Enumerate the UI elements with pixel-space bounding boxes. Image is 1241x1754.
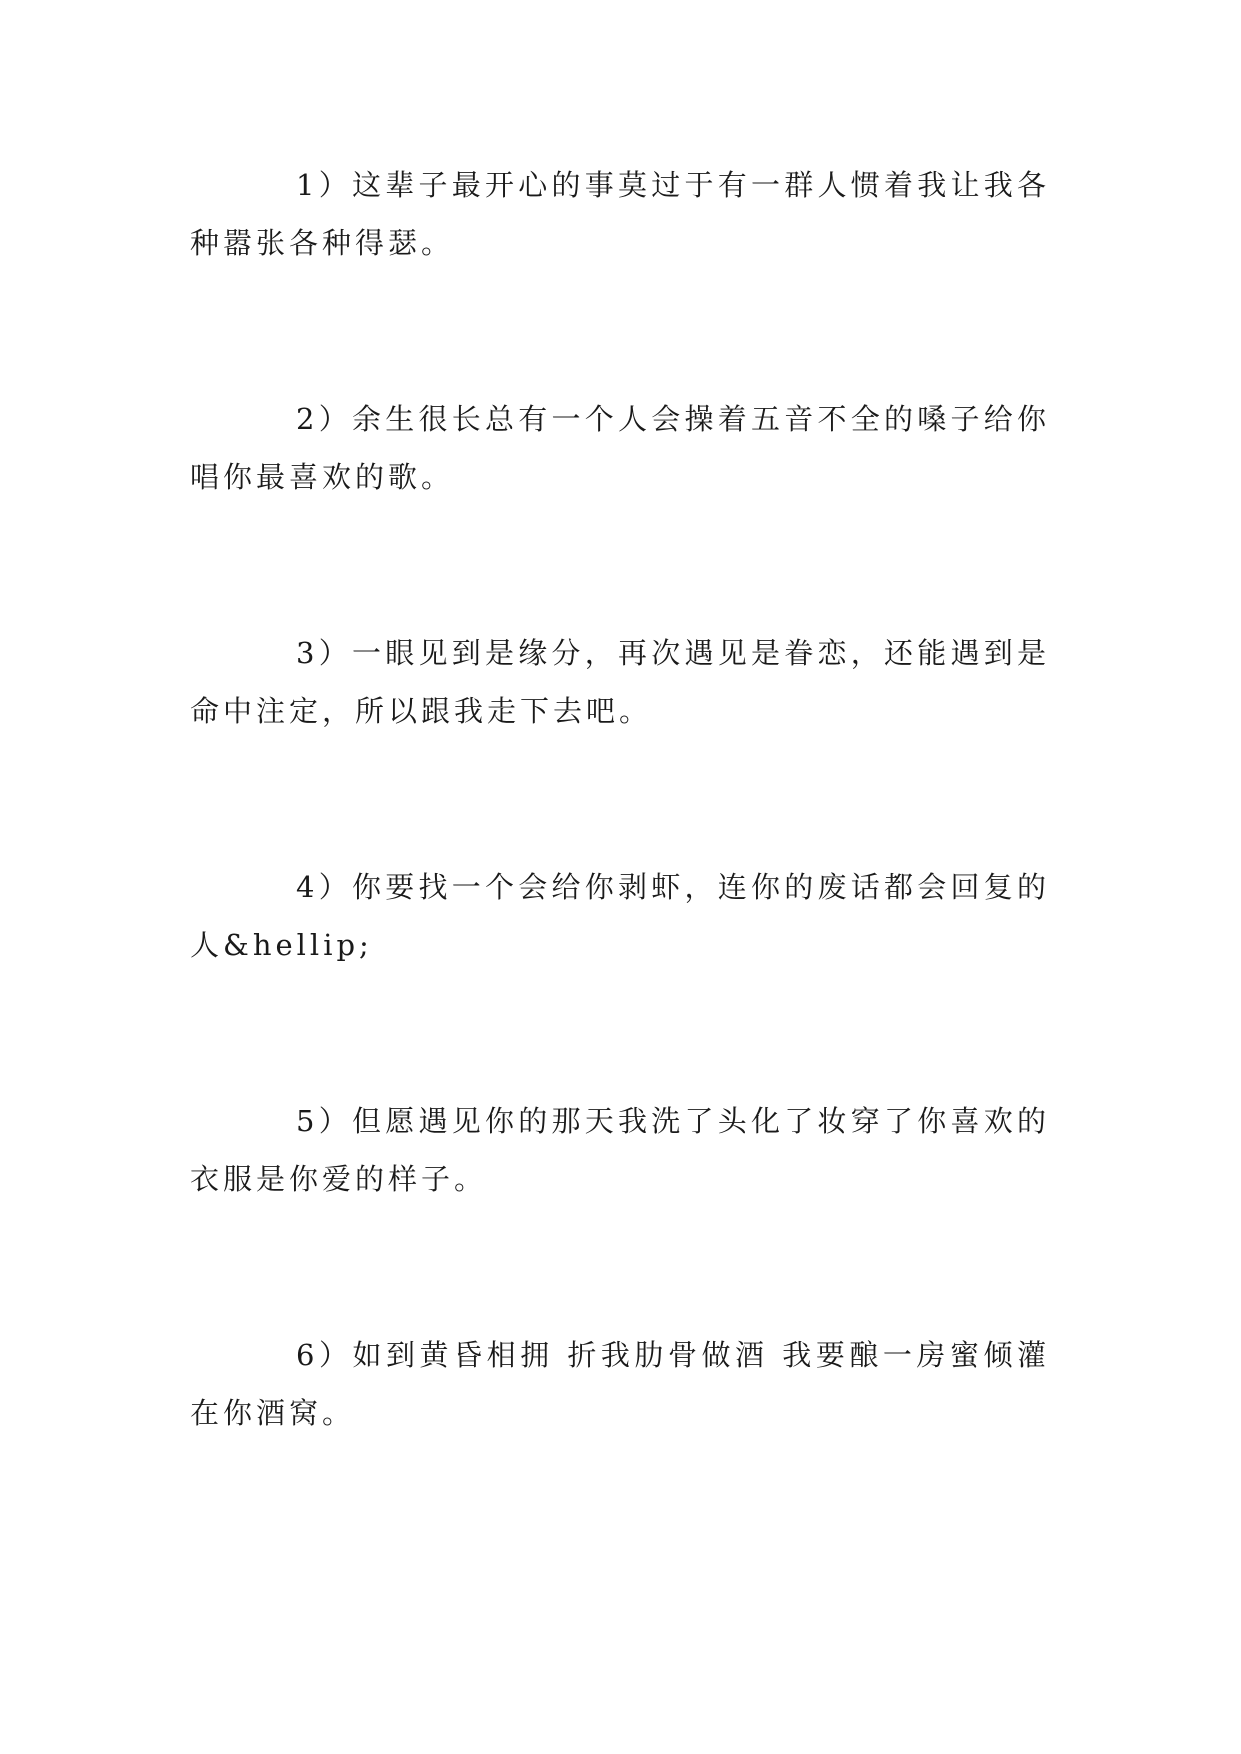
paragraph-1: 1）这辈子最开心的事莫过于有一群人惯着我让我各种嚣张各种得瑟。 — [190, 168, 1050, 260]
paragraph-4: 4）你要找一个会给你剥虾，连你的废话都会回复的人&hellip; — [190, 870, 1050, 962]
paragraph-5: 5）但愿遇见你的那天我洗了头化了妆穿了你喜欢的衣服是你爱的样子。 — [190, 1104, 1050, 1196]
paragraph-6: 6）如到黄昏相拥 折我肋骨做酒 我要酿一房蜜倾灌在你酒窝。 — [190, 1338, 1050, 1430]
paragraph-3: 3）一眼见到是缘分，再次遇见是眷恋，还能遇到是命中注定，所以跟我走下去吧。 — [190, 636, 1050, 728]
paragraph-2: 2）余生很长总有一个人会操着五音不全的嗓子给你唱你最喜欢的歌。 — [190, 402, 1050, 494]
